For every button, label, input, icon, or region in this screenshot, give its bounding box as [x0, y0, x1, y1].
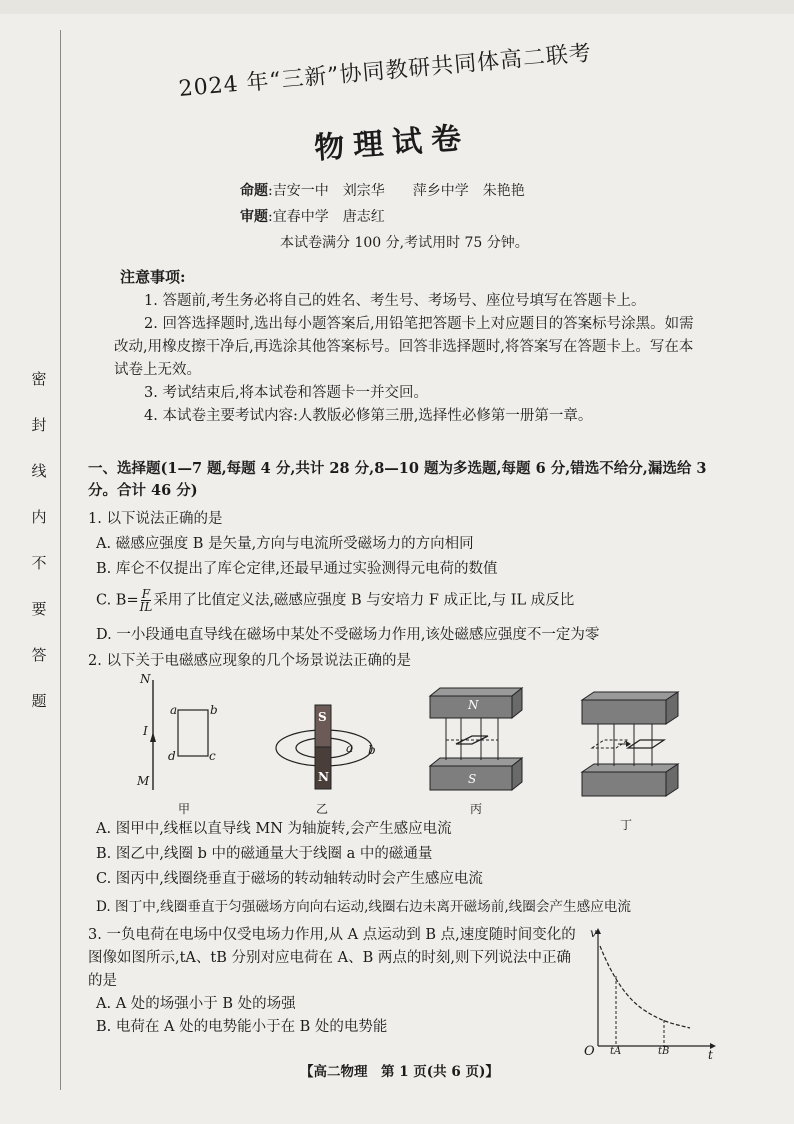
figure-caption-jia: 甲: [178, 802, 191, 816]
figure-caption-yi: 乙: [316, 802, 329, 816]
label-a: a: [170, 703, 178, 717]
label-c: c: [209, 749, 216, 763]
q1-option-a: A. 磁感应强度 B 是矢量,方向与电流所受磁场力的方向相同: [96, 536, 474, 552]
top-scan-strip: [0, 0, 794, 14]
lower-pole-top: [582, 764, 678, 772]
seal-margin-text: [28, 372, 50, 740]
reviewer-label: 审题: [240, 209, 268, 225]
lower-pole-front: [582, 772, 666, 796]
section-heading: 一、选择题(1—7 题,每题 4 分,共计 28 分,8—10 题为多选题,每题 6 分,错选不给分,漏选给 3 分。合计 46 分): [88, 460, 707, 499]
magnet-label-n: N: [318, 770, 329, 784]
graph-label-ta: tA: [610, 1046, 622, 1057]
q1-option-d: D. 一小段通电直导线在磁场中某处不受磁场力作用,该处磁感应强度不一定为零: [96, 627, 600, 643]
seal-char: 要: [31, 600, 47, 618]
fraction-numerator: F: [141, 587, 151, 601]
q2-option-b: B. 图乙中,线圈 b 中的磁通量大于线圈 a 中的磁通量: [96, 846, 433, 862]
q1-option-b: B. 库仑不仅提出了库仑定律,还最早通过实验测得元电荷的数值: [96, 561, 498, 577]
pole-label-s: S: [468, 772, 477, 786]
page-footer: 【高二物理 第 1 页(共 6 页)】: [300, 1064, 499, 1080]
exam-title: 2024 年“三新”协同教研共同体高二联考: [177, 40, 593, 103]
figure-jia-wire-and-loop: [128, 672, 238, 817]
score-note: 本试卷满分 100 分,考试用时 75 分钟。: [280, 235, 529, 251]
seal-char: 题: [31, 692, 47, 710]
binding-line: [60, 30, 61, 1090]
q2-option-c: C. 图丙中,线圈绕垂直于磁场的转动轴转动时会产生感应电流: [96, 871, 483, 887]
seal-char: 不: [31, 554, 47, 572]
seal-char: 内: [31, 508, 47, 526]
coil-moved-position: [628, 740, 664, 748]
q3-option-b: B. 电荷在 A 处的电势能小于在 B 处的电势能: [96, 1019, 388, 1035]
velocity-curve: [600, 946, 690, 1028]
label-n: N: [140, 672, 151, 686]
current-arrow-icon: [150, 732, 156, 742]
seal-char: 密: [31, 370, 47, 388]
graph-label-v: v: [590, 926, 597, 940]
fraction-f-over-il: [140, 588, 153, 613]
question-1-stem: 1. 以下说法正确的是: [88, 511, 223, 527]
q3-option-a: A. A 处的场强小于 B 处的场强: [96, 996, 296, 1012]
ring-label-a: a: [346, 741, 354, 755]
figure-caption-ding: 丁: [620, 818, 633, 832]
q1-option-c: [96, 588, 574, 613]
notice-item: 1. 答题前,考生务必将自己的姓名、考生号、考场号、座位号填写在答题卡上。: [144, 293, 646, 309]
graph-label-origin: O: [584, 1044, 595, 1059]
fraction-denominator: IL: [139, 600, 153, 614]
subject-title: 物理试卷: [313, 120, 472, 167]
seal-char: 答: [31, 646, 47, 664]
notice-item: 2. 回答选择题时,选出每小题答案后,用铅笔把答题卡上对应题目的答案标号涂黑。如需改动,用橡皮擦干净后,再选涂其他答案标号。回答非选择题时,将答案写在答题卡上。写在本试卷上无效。: [114, 316, 694, 378]
ring-label-b: b: [368, 743, 376, 757]
question-2-stem: 2. 以下关于电磁感应现象的几个场景说法正确的是: [88, 653, 411, 669]
q1-option-c-suffix: 采用了比值定义法,磁感应强度 B 与安培力 F 成正比,与 IL 成反比: [153, 592, 575, 609]
figure-caption-bing: 丙: [470, 802, 483, 816]
upper-pole-top: [430, 688, 522, 696]
question-3-stem: 3. 一负电荷在电场中仅受电场力作用,从 A 点运动到 B 点,速度随时间变化的图像如图所示,tA、tB 分别对应电荷在 A、B 两点的时刻,则下列说法中正确的是: [88, 927, 576, 989]
velocity-time-graph: [582, 924, 722, 1060]
upper-pole-top: [582, 692, 678, 700]
lower-pole-top: [430, 758, 522, 766]
notice-list: [114, 290, 704, 428]
rectangular-loop: [178, 710, 208, 756]
graph-label-tb: tB: [658, 1046, 670, 1057]
notice-item: 3. 考试结束后,将本试卷和答题卡一并交回。: [144, 385, 429, 401]
label-d: d: [168, 749, 176, 763]
pole-label-n: N: [468, 698, 479, 712]
magnet-label-s: S: [318, 710, 327, 724]
question-3-block: [88, 924, 578, 1039]
label-b: b: [210, 703, 218, 717]
label-i: I: [143, 724, 148, 738]
notice-title: 注意事项:: [120, 268, 186, 286]
q2-option-d: D. 图丁中,线圈垂直于匀强磁场方向向右运动,线圈右边未离开磁场前,线圈会产生感应电流: [96, 899, 631, 915]
figure-ding-moving-coil: [578, 690, 683, 805]
label-m: M: [137, 774, 150, 788]
q2-option-a: A. 图甲中,线框以直导线 MN 为轴旋转,会产生感应电流: [96, 821, 452, 837]
graph-label-t: t: [708, 1048, 713, 1062]
proposer-text: :吉安一中 刘宗华 萍乡中学 朱艳艳: [268, 183, 525, 199]
upper-pole-front: [582, 700, 666, 724]
notice-item: 4. 本试卷主要考试内容:人教版必修第三册,选择性必修第一册第一章。: [144, 408, 593, 424]
q1-option-c-prefix: C. B=: [96, 592, 139, 609]
authors-block: [240, 178, 525, 230]
seal-char: 线: [31, 462, 47, 480]
seal-char: 封: [31, 416, 47, 434]
proposer-label: 命题: [240, 183, 268, 199]
reviewer-text: :宜春中学 唐志红: [268, 209, 385, 225]
